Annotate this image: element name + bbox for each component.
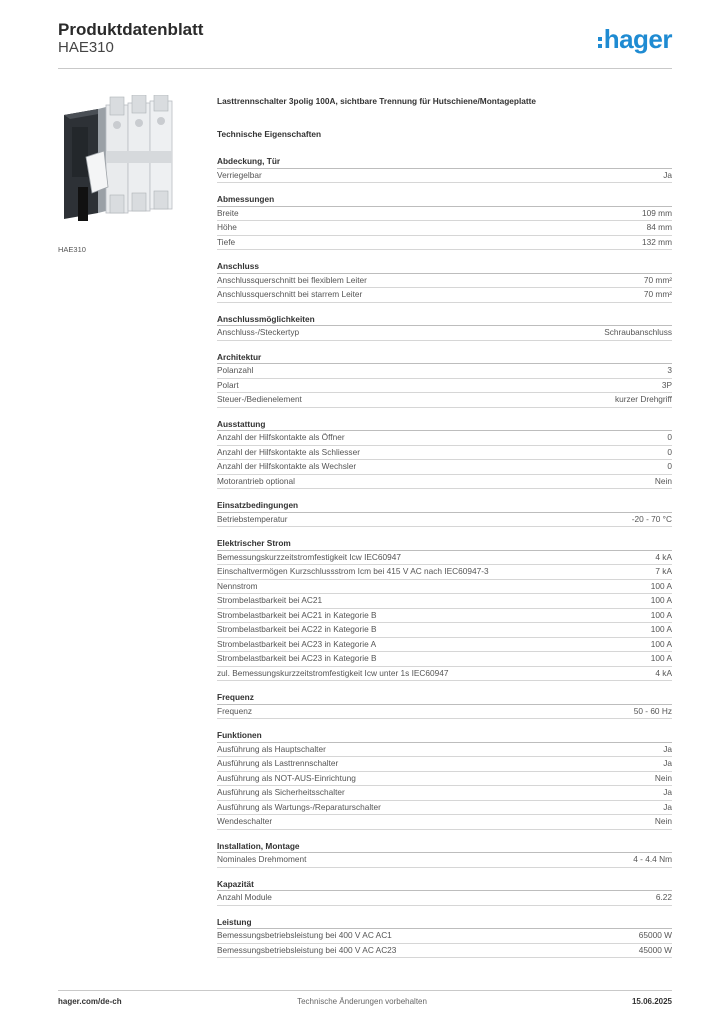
logo-dots-icon xyxy=(598,37,602,48)
spec-value: 65000 W xyxy=(638,930,672,940)
section-title: Abmessungen xyxy=(217,194,672,207)
spec-value: kurzer Drehgriff xyxy=(614,394,672,404)
spec-section xyxy=(217,194,672,250)
spec-label: Polanzahl xyxy=(217,365,254,375)
spec-label: Anschlussquerschnitt bei starrem Leiter xyxy=(217,289,363,299)
spec-label: Strombelastbarkeit bei AC23 in Kategorie A xyxy=(217,638,377,649)
section-title: Anschlussmöglichkeiten xyxy=(217,314,672,327)
section-title: Kapazität xyxy=(217,879,672,892)
spec-value: 100 A xyxy=(650,653,672,663)
spec-value: 3P xyxy=(661,379,672,390)
spec-value: 45000 W xyxy=(638,944,672,955)
footer-divider xyxy=(58,990,672,991)
spec-section xyxy=(217,314,672,341)
spec-label: Bemessungskurzzeitstromfestigkeit Icw IEC60947 xyxy=(217,551,401,562)
spec-section xyxy=(217,261,672,303)
spec-row xyxy=(217,236,672,251)
spec-value: Ja xyxy=(663,787,672,797)
section-title: Leistung xyxy=(217,917,672,930)
spec-row xyxy=(217,326,672,341)
spec-label: Anschlussquerschnitt bei flexiblem Leiter xyxy=(217,274,367,285)
spec-section xyxy=(217,917,672,959)
product-description: Lasttrennschalter 3polig 100A, sichtbare Trennung für Hutschiene/Montageplatte xyxy=(217,96,537,106)
spec-row xyxy=(217,169,672,184)
section-title: Frequenz xyxy=(217,692,672,705)
footer-note: Technische Änderungen vorbehalten xyxy=(297,997,427,1006)
spec-value: 4 kA xyxy=(655,551,672,562)
section-title: Installation, Montage xyxy=(217,841,672,854)
spec-row xyxy=(217,623,672,638)
spec-value: 70 mm² xyxy=(643,289,672,299)
spec-value: 100 A xyxy=(650,638,672,649)
product-image-caption: HAE310 xyxy=(58,245,86,254)
spec-label: Ausführung als Hauptschalter xyxy=(217,743,326,754)
spec-label: Betriebstemperatur xyxy=(217,513,288,524)
spec-row xyxy=(217,379,672,394)
hager-logo xyxy=(598,26,672,52)
spec-value: 4 kA xyxy=(655,667,672,678)
spec-row xyxy=(217,652,672,667)
spec-label: Bemessungsbetriebsleistung bei 400 V AC AC23 xyxy=(217,944,397,955)
spec-value: 7 kA xyxy=(655,566,672,576)
spec-value: Nein xyxy=(654,816,672,826)
spec-section xyxy=(217,500,672,527)
spec-row xyxy=(217,288,672,303)
spec-label: Ausführung als Sicherheitsschalter xyxy=(217,787,345,797)
spec-section xyxy=(217,730,672,830)
spec-label: Anzahl der Hilfskontakte als Schliesser xyxy=(217,446,360,457)
spec-label: Höhe xyxy=(217,222,237,232)
spec-label: Anschluss-/Steckertyp xyxy=(217,327,300,337)
spec-row xyxy=(217,638,672,653)
section-title: Einsatzbedingungen xyxy=(217,500,672,513)
spec-section xyxy=(217,879,672,906)
spec-section xyxy=(217,692,672,719)
tech-properties-title: Technische Eigenschaften xyxy=(217,129,322,139)
spec-value: Schraubanschluss xyxy=(604,327,672,337)
spec-row xyxy=(217,580,672,595)
spec-value: Nein xyxy=(654,475,672,486)
spec-label: Frequenz xyxy=(217,705,253,716)
spec-label: Wendeschalter xyxy=(217,816,273,826)
spec-value: 4 - 4.4 Nm xyxy=(633,854,672,864)
section-title: Ausstattung xyxy=(217,419,672,432)
spec-row xyxy=(217,460,672,475)
spec-label: Steuer-/Bedienelement xyxy=(217,394,302,404)
spec-label: Ausführung als Wartungs-/Reparaturschalter xyxy=(217,801,381,812)
spec-row xyxy=(217,221,672,236)
spec-label: Tiefe xyxy=(217,236,236,247)
spec-row xyxy=(217,274,672,289)
spec-value: 0 xyxy=(667,461,672,471)
section-title: Elektrischer Strom xyxy=(217,538,672,551)
spec-sections xyxy=(217,156,672,958)
spec-section xyxy=(217,841,672,868)
spec-row xyxy=(217,565,672,580)
spec-label: Nennstrom xyxy=(217,580,258,591)
spec-content xyxy=(217,96,672,958)
spec-value: Ja xyxy=(663,169,672,180)
spec-value: 0 xyxy=(667,432,672,442)
spec-label: Polart xyxy=(217,379,239,390)
spec-row xyxy=(217,446,672,461)
spec-row xyxy=(217,594,672,609)
product-image xyxy=(58,95,178,235)
spec-row xyxy=(217,667,672,682)
spec-row xyxy=(217,513,672,528)
spec-value: 3 xyxy=(667,365,672,375)
spec-value: 50 - 60 Hz xyxy=(633,705,672,716)
spec-value: Ja xyxy=(663,758,672,768)
section-title: Funktionen xyxy=(217,730,672,743)
spec-label: Anzahl der Hilfskontakte als Wechsler xyxy=(217,461,357,471)
spec-row xyxy=(217,815,672,830)
page-title: Produktdatenblatt xyxy=(58,20,204,39)
spec-value: 100 A xyxy=(650,580,672,591)
spec-section xyxy=(217,538,672,681)
spec-value: Nein xyxy=(654,772,672,783)
spec-label: Ausführung als Lasttrennschalter xyxy=(217,758,339,768)
spec-row xyxy=(217,431,672,446)
spec-label: Einschaltvermögen Kurzschlussstrom Icm bei 415 V AC nach IEC60947-3 xyxy=(217,566,489,576)
spec-label: Verriegelbar xyxy=(217,169,262,180)
section-title: Abdeckung, Tür xyxy=(217,156,672,169)
spec-row xyxy=(217,786,672,801)
spec-label: Ausführung als NOT-AUS-Einrichtung xyxy=(217,772,356,783)
spec-label: Nominales Drehmoment xyxy=(217,854,307,864)
spec-label: Strombelastbarkeit bei AC23 in Kategorie B xyxy=(217,653,377,663)
logo-text: hager xyxy=(603,24,672,54)
spec-section xyxy=(217,156,672,183)
header-divider xyxy=(58,68,672,69)
spec-value: 132 mm xyxy=(642,236,672,247)
spec-label: Bemessungsbetriebsleistung bei 400 V AC AC1 xyxy=(217,930,392,940)
spec-section xyxy=(217,419,672,490)
section-title: Architektur xyxy=(217,352,672,365)
spec-label: Anzahl Module xyxy=(217,892,272,902)
footer-date: 15.06.2025 xyxy=(631,997,672,1006)
spec-row xyxy=(217,551,672,566)
spec-label: Strombelastbarkeit bei AC21 in Kategorie B xyxy=(217,609,377,620)
spec-label: zul. Bemessungskurzzeitstromfestigkeit Icw unter 1s IEC60947 xyxy=(217,667,449,678)
spec-value: 0 xyxy=(667,446,672,457)
product-code: HAE310 xyxy=(58,39,114,56)
spec-row xyxy=(217,207,672,222)
footer-website[interactable]: hager.com/de-ch xyxy=(58,997,122,1006)
section-title: Anschluss xyxy=(217,261,672,274)
spec-row xyxy=(217,944,672,959)
spec-label: Motorantrieb optional xyxy=(217,475,295,486)
spec-row xyxy=(217,364,672,379)
spec-label: Anzahl der Hilfskontakte als Öffner xyxy=(217,432,345,442)
spec-label: Strombelastbarkeit bei AC21 xyxy=(217,595,323,605)
spec-row xyxy=(217,853,672,868)
spec-value: 84 mm xyxy=(646,222,672,232)
spec-value: -20 - 70 °C xyxy=(631,513,672,524)
spec-row xyxy=(217,772,672,787)
spec-value: 109 mm xyxy=(642,207,672,218)
spec-row xyxy=(217,609,672,624)
spec-value: 100 A xyxy=(650,595,672,605)
spec-row xyxy=(217,929,672,944)
spec-value: 70 mm² xyxy=(643,274,672,285)
spec-label: Strombelastbarkeit bei AC22 in Kategorie B xyxy=(217,624,377,634)
spec-row xyxy=(217,475,672,490)
spec-label: Breite xyxy=(217,207,239,218)
spec-row xyxy=(217,743,672,758)
spec-value: 100 A xyxy=(650,624,672,634)
spec-row xyxy=(217,757,672,772)
spec-row xyxy=(217,891,672,906)
spec-value: Ja xyxy=(663,801,672,812)
spec-row xyxy=(217,393,672,408)
spec-row xyxy=(217,705,672,720)
spec-value: Ja xyxy=(663,743,672,754)
spec-row xyxy=(217,801,672,816)
spec-value: 6.22 xyxy=(655,892,672,902)
spec-value: 100 A xyxy=(650,609,672,620)
spec-section xyxy=(217,352,672,408)
